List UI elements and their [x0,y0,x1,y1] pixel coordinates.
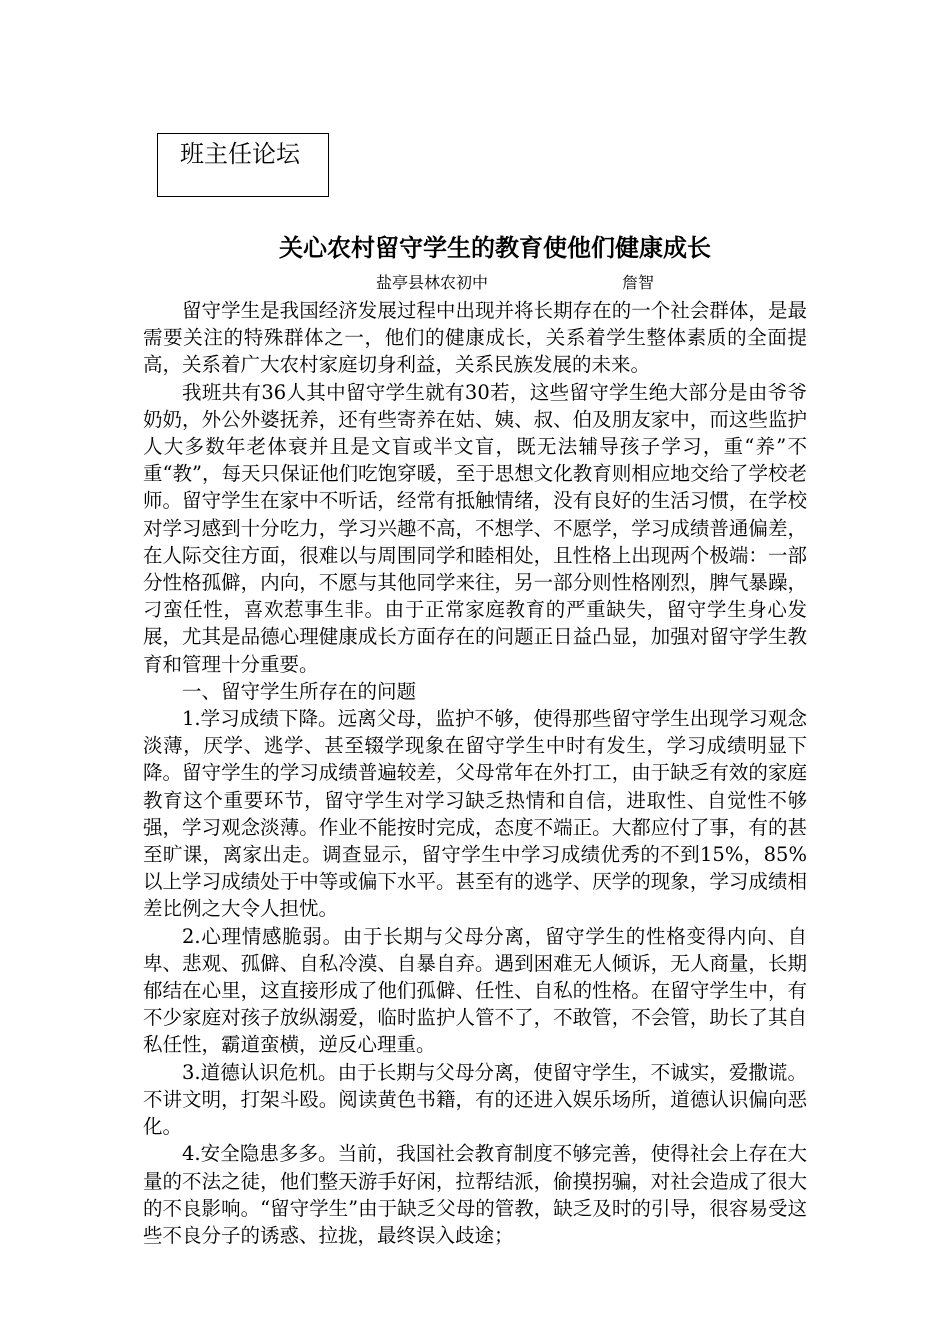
section-heading-problems: 一、留守学生所存在的问题 [182,679,417,703]
paragraph-class-situation: 我班共有36人其中留守学生就有30若，这些留守学生绝大部分是由爷爷奶奶，外公外婆抚养，还有些寄养在姑、姨、叔、伯及朋友家中，而这些监护人大多数年老体衰并且是文盲或半文盲，既无法辅导孩子学习，重“养”不重“教”，每天只保证他们吃饱穿暖，至于思想文化教育则相应地交给了学校老师。留守学生在家中不听话，经常有抵触情绪，没有良好的生活习惯，在学校对学习感到十分吃力，学习兴趣不高，不想学、不愿学，学习成绩普通偏差，在人际交往方面，很难以与周围同学和睦相处，且性格上出现两个极端：一部分性格孤僻，内向，不愿与其他同学来往，另一部分则性格刚烈，脾气暴躁，刁蛮任性，喜欢惹事生非。由于正常家庭教育的严重缺失，留守学生身心发展，尤其是品德心理健康成长方面存在的问题正日益凸显，加强对留守学生教育和管理十分重要。 [143,380,807,676]
article-body [143,297,807,1249]
article-title: 关心农村留守学生的教育使他们健康成长 [279,233,711,262]
paragraph-problem-2: 2.心理情感脆弱。由于长期与父母分离，留守学生的性格变得内向、自卑、悲观、孤僻、自私冷漠、自暴自弃。遇到困难无人倾诉，无人商量，长期郁结在心里，这直接形成了他们孤僻、任性、自私的性格。在留守学生中，有不少家庭对孩子放纵溺爱，临时监护人管不了，不敢管，不会管，助长了其自私任性，霸道蛮横，逆反心理重。 [143,924,807,1057]
author-school: 盐亭县林农初中 [376,273,489,292]
paragraph-intro: 留守学生是我国经济发展过程中出现并将长期存在的一个社会群体，是最需要关注的特殊群体之一，他们的健康成长，关系着学生整体素质的全面提高，关系着广大农村家庭切身利益，关系民族发展的未来。 [143,299,807,377]
author-name: 詹智 [622,273,655,292]
paragraph-problem-3: 3.道德认识危机。由于长期与父母分离，使留守学生，不诚实，爱撒谎。不讲文明，打架斗殴。阅读黄色书籍，有的还进入娱乐场所，道德认识偏向恶化。 [143,1060,807,1139]
paragraph-problem-4: 4.安全隐患多多。当前，我国社会教育制度不够完善，使得社会上存在大量的不法之徒，他们整天游手好闲，拉帮结派，偷摸拐骗，对社会造成了很大的不良影响。“留守学生”由于缺乏父母的管教，缺乏及时的引导，很容易受这些不良分子的诱惑、拉拢，最终误入歧途； [143,1142,807,1247]
paragraph-problem-1: 1.学习成绩下降。远离父母，监护不够，使得那些留守学生出现学习观念淡薄，厌学、逃学、甚至辍学现象在留守学生中时有发生，学习成绩明显下降。留守学生的学习成绩普遍较差，父母常年在外打工，由于缺乏有效的家庭教育这个重要环节，留守学生对学习缺乏热情和自信，进取性、自觉性不够强，学习观念淡薄。作业不能按时完成，态度不端正。大都应付了事，有的甚至旷课，离家出走。调查显示，留守学生中学习成绩优秀的不到15%，85%以上学习成绩处于中等或偏下水平。甚至有的逃学、厌学的现象，学习成绩相差比例之大令人担忧。 [143,707,807,921]
column-label: 班主任论坛 [180,140,300,168]
